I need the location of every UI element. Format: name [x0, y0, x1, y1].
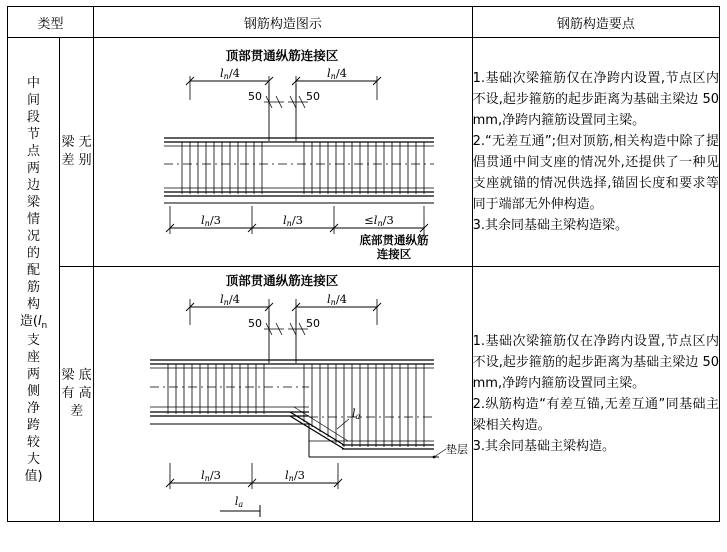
table-row	[8, 267, 720, 522]
svg-text:la: la	[352, 407, 361, 421]
svg-text:顶部贯通纵筋连接区: 顶部贯通纵筋连接区	[225, 273, 339, 288]
header-type: 类型	[8, 7, 94, 38]
note-item: 2.纵筋构造“有差互锚,无差互通”同基础主梁相关构造。	[472, 397, 719, 433]
svg-text:50: 50	[248, 317, 263, 330]
document-page	[0, 6, 727, 552]
row-type-label: 中 间 段 节 点 两 边 梁 情 况 的 配 筋 构 造($l_n$ 支 座 两 侧 净 跨 较 大 值)	[8, 38, 60, 522]
svg-text:la: la	[234, 495, 244, 509]
svg-text:顶部贯通纵筋连接区: 顶部贯通纵筋连接区	[225, 48, 339, 63]
note-item: 1.基础次梁箍筋仅在净跨内设置,节点区内不设,起步箍筋的起步距离为基础主梁边 50 mm,净跨内箍筋设置同主梁。	[472, 71, 719, 128]
rebar-detail-table	[7, 6, 720, 522]
note-item: 3.其余同基础主梁构造梁。	[472, 218, 629, 233]
svg-text:ln/4: ln/4	[327, 66, 348, 81]
svg-text:ln/3: ln/3	[285, 468, 306, 483]
note-item: 2.“无差互通”;但对顶筋,相关构造中除了提倡贯通中间支座的情况外,还提供了一种见支座就锚的情况供选择,锚固长度和要求等同于端部无外伸构造。	[472, 134, 719, 212]
figure-cell-row2	[94, 267, 473, 522]
svg-text:50: 50	[306, 90, 321, 103]
svg-text:50: 50	[248, 90, 263, 103]
rebar-figure-with-step	[94, 267, 470, 521]
sub-label-row2: 梁 底 有 高 差	[60, 267, 94, 522]
svg-text:底部贯通纵筋: 底部贯通纵筋	[359, 233, 429, 247]
svg-text:连接区: 连接区	[376, 247, 412, 261]
sub-label-row1: 梁 无 差 别	[60, 38, 94, 267]
header-notes: 钢筋构造要点	[472, 7, 719, 38]
svg-text:ln/4: ln/4	[220, 292, 241, 307]
svg-text:ln/3: ln/3	[283, 213, 304, 228]
svg-text:ln/4: ln/4	[327, 292, 348, 307]
note-item: 1.基础次梁箍筋仅在净跨内设置,节点区内不设,起步箍筋的起步距离为基础主梁边 50 mm,净跨内箍筋设置同主梁。	[472, 334, 719, 391]
svg-text:ln/4: ln/4	[220, 66, 241, 81]
rebar-figure-no-step	[94, 38, 470, 266]
svg-text:ln/3: ln/3	[201, 468, 222, 483]
notes-cell-row1	[472, 38, 719, 267]
svg-text:ln/3: ln/3	[201, 213, 222, 228]
table-row	[8, 38, 720, 267]
svg-text:50: 50	[306, 317, 321, 330]
svg-text:≤ln/3: ≤ln/3	[364, 213, 394, 228]
header-figure: 钢筋构造图示	[94, 7, 473, 38]
notes-cell-row2	[472, 267, 719, 522]
note-item: 3.其余同基础主梁构造。	[472, 439, 616, 454]
table-header-row	[8, 7, 720, 38]
figure-cell-row1	[94, 38, 473, 267]
svg-text:垫层: 垫层	[446, 443, 469, 456]
